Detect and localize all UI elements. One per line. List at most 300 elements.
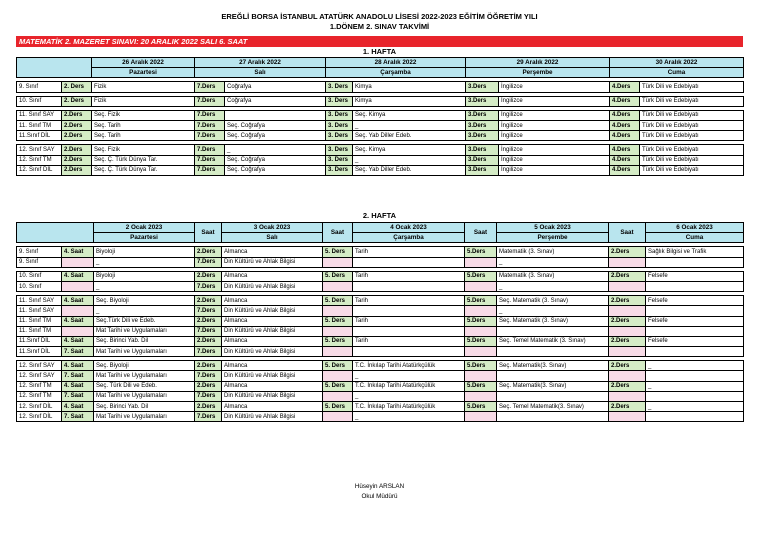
subject-cell: Seç. Temel Matematik (3. Sınav) [497,336,609,346]
subject-cell: Seç. Matematik (3. Sınav) [497,296,609,306]
table-row [17,381,744,391]
class-cell: 12. Sınıf TM [17,155,62,165]
date-header-row [17,58,744,68]
period-cell: 4.Ders [610,165,640,175]
period-cell: 5.Ders [465,336,497,346]
subject-cell: Tarih [353,247,465,257]
period-cell: 4.Ders [610,110,640,120]
class-cell: 12. Sınıf TM [17,381,62,391]
table-row [17,120,744,130]
subject-cell: _ [353,412,465,422]
subject-cell: Tarih [353,271,465,281]
subject-cell: Seç. Yab Diller Edeb. [353,165,466,175]
period-cell [609,306,646,316]
period-cell: 7.Ders [195,110,225,120]
table-row [17,296,744,306]
subject-cell [353,326,465,336]
subject-cell: _ [353,120,466,130]
period-cell: 3.Ders [466,110,499,120]
date-header: 29 Aralık 2022 [466,58,610,68]
table-row [17,391,744,401]
table-row [17,361,744,371]
period-cell: 2.Ders [195,247,222,257]
period-cell: 3. Ders [326,120,353,130]
period-cell: 5. Ders [323,247,353,257]
period-cell: 4.Ders [610,120,640,130]
saat-header: Saat [323,223,353,243]
period-cell: 3. Ders [326,82,353,92]
subject-cell: Seç. Matematik (3. Sınav) [497,316,609,326]
subject-cell: Felsefe [646,336,744,346]
subject-cell: Seç. Biyoloji [94,296,195,306]
subject-cell: Almanca [222,361,323,371]
subject-cell: T.C. İnkılap Tarihi Atatürkçülük [353,381,465,391]
table-row [17,336,744,346]
table-row [17,306,744,316]
subject-cell: Felsefe [646,271,744,281]
period-cell: 5. Ders [323,271,353,281]
subject-cell: Coğrafya [225,96,326,106]
subject-cell: Mat Tarihi ve Uygulamaları [94,412,195,422]
subject-cell: Seç. Yab Diller Edeb. [353,131,466,141]
subject-cell: Seç. Ç. Türk Dünya Tar. [92,155,195,165]
subject-cell [353,257,465,267]
subject-cell: Seç. Türk Dili ve Edeb. [94,381,195,391]
subject-cell: Seç. Tarih [92,131,195,141]
period-cell [62,257,94,267]
period-cell: 7.Ders [195,412,222,422]
period-cell: 5.Ders [465,271,497,281]
date-header: 4 Ocak 2023 [353,223,465,233]
subject-cell: Seç. Coğrafya [225,165,326,175]
subject-cell: Felsefe [646,316,744,326]
class-cell: 12. Sınıf SAY [17,361,62,371]
corner-cell [17,58,92,78]
subject-cell: Seç. Coğrafya [225,155,326,165]
period-cell: 4.Ders [610,155,640,165]
saat-header: Saat [465,223,497,243]
class-cell: 10. Sınıf [17,96,62,106]
subject-cell: Almanca [222,336,323,346]
period-cell: 2.Ders [62,155,92,165]
subject-cell: Seç. Kimya [353,145,466,155]
period-cell: 7.Ders [195,306,222,316]
subject-cell [646,371,744,381]
subject-cell: Almanca [222,402,323,412]
subject-cell: _ [646,381,744,391]
subject-cell: Sağlık Bilgisi ve Trafik [646,247,744,257]
class-cell: 12. Sınıf SAY [17,371,62,381]
period-cell: 2. Ders [62,82,92,92]
period-cell [465,347,497,357]
period-cell: 5. Ders [323,316,353,326]
period-cell [465,412,497,422]
period-cell: 5.Ders [465,296,497,306]
table-row [17,110,744,120]
class-cell: 11.Sınıf DİL [17,131,62,141]
subject-cell: Türk Dili ve Edebiyatı [640,145,744,155]
day-header: Cuma [610,68,744,78]
date-header: 28 Aralık 2022 [326,58,466,68]
period-cell: 4. Saat [62,296,94,306]
subject-cell: Seç. Tarih [92,120,195,130]
period-cell: 7.Ders [195,371,222,381]
week2-title: 2. HAFTA [362,211,397,220]
subject-cell: İngilizce [499,96,610,106]
period-cell: 7. Saat [62,391,94,401]
subject-cell: Din Kültürü ve Ahlak Bilgisi [222,281,323,291]
date-header: 5 Ocak 2023 [497,223,609,233]
table-row [17,326,744,336]
subject-cell: _ [94,257,195,267]
period-cell: 3.Ders [466,155,499,165]
period-cell: 2.Ders [195,296,222,306]
table-row [17,402,744,412]
day-header: Salı [222,233,323,243]
subject-cell: Almanca [222,271,323,281]
period-cell: 4. Saat [62,402,94,412]
period-cell [609,371,646,381]
period-cell [465,257,497,267]
period-cell [323,412,353,422]
subject-cell: Mat Tarihi ve Uygulamaları [94,391,195,401]
class-cell: 11.Sınıf DİL [17,347,62,357]
period-cell: 2.Ders [609,316,646,326]
period-cell: 2.Ders [609,361,646,371]
period-cell: 2.Ders [195,336,222,346]
subject-cell: Türk Dili ve Edebiyatı [640,120,744,130]
day-header: Çarşamba [326,68,466,78]
subject-cell: Mat Tarihi ve Uygulamaları [94,326,195,336]
subject-cell: İngilizce [499,145,610,155]
period-cell [62,326,94,336]
period-cell [323,391,353,401]
period-cell: 3. Ders [326,165,353,175]
day-header-row [17,68,744,78]
subject-cell: Matematik (3. Sınav) [497,247,609,257]
period-cell: 3. Ders [326,145,353,155]
date-header: 26 Aralık 2022 [92,58,195,68]
subject-cell: Almanca [222,381,323,391]
subject-cell: İngilizce [499,155,610,165]
class-cell: 11. Sınıf SAY [17,110,62,120]
table-row [17,271,744,281]
subject-cell: Biyoloji [94,271,195,281]
subject-cell: Fizik [92,82,195,92]
subject-cell [497,347,609,357]
subject-cell: Biyoloji [94,247,195,257]
period-cell [465,306,497,316]
subject-cell: Tarih [353,336,465,346]
day-header: Cuma [646,233,744,243]
period-cell: 5.Ders [465,316,497,326]
period-cell: 7.Ders [195,120,225,130]
period-cell [609,347,646,357]
period-cell: 2.Ders [609,336,646,346]
day-header: Çarşamba [353,233,465,243]
subject-cell: İngilizce [499,110,610,120]
period-cell: 5.Ders [465,247,497,257]
class-cell: 12. Sınıf DİL [17,165,62,175]
period-cell: 2.Ders [609,402,646,412]
period-cell [323,281,353,291]
period-cell: 4.Ders [610,82,640,92]
class-cell: 9. Sınıf [17,257,62,267]
subject-cell [497,371,609,381]
subject-cell: Tarih [353,316,465,326]
subject-cell: Türk Dili ve Edebiyatı [640,165,744,175]
period-cell: 5. Ders [323,336,353,346]
period-cell: 7. Saat [62,371,94,381]
subject-cell: Seç. Kimya [353,110,466,120]
table-row [17,247,744,257]
class-cell: 11. Sınıf TM [17,316,62,326]
table-row [17,96,744,106]
period-cell: 2.Ders [195,402,222,412]
subject-cell: Din Kültürü ve Ahlak Bilgisi [222,412,323,422]
period-cell: 2. Ders [62,96,92,106]
period-cell: 3. Ders [326,155,353,165]
subject-cell: _ [353,371,465,381]
subject-cell: _ [497,281,609,291]
subject-cell: Kimya [353,96,466,106]
period-cell: 2.Ders [195,271,222,281]
class-cell: 12. Sınıf TM [17,391,62,401]
class-cell: 9. Sınıf [17,82,62,92]
week2-table [16,222,744,422]
date-header: 6 Ocak 2023 [646,223,744,233]
period-cell [323,326,353,336]
period-cell: 2.Ders [62,165,92,175]
subject-cell: İngilizce [499,120,610,130]
subject-cell: Almanca [222,316,323,326]
subject-cell [497,412,609,422]
subject-cell [353,281,465,291]
period-cell [465,326,497,336]
subject-cell: Türk Dili ve Edebiyatı [640,155,744,165]
subject-cell: Din Kültürü ve Ahlak Bilgisi [222,326,323,336]
period-cell: 4.Ders [610,131,640,141]
table-row [17,347,744,357]
period-cell: 3. Ders [326,110,353,120]
period-cell: 5. Ders [323,381,353,391]
period-cell: 2.Ders [62,110,92,120]
date-header: 27 Aralık 2022 [195,58,326,68]
table-row [17,145,744,155]
period-cell: 2.Ders [195,316,222,326]
period-cell: 3.Ders [466,131,499,141]
period-cell [609,391,646,401]
school-title: EREĞLİ BORSA İSTANBUL ATATÜRK ANADOLU LİSESİ 2022-2023 EĞİTİM ÖĞRETİM YILI [221,12,538,21]
subject-cell: Matematik (3. Sınav) [497,271,609,281]
subject-cell [225,110,326,120]
saat-header: Saat [609,223,646,243]
principal-title: Okul Müdürü [361,493,398,500]
class-cell: 10. Sınıf [17,271,62,281]
subject-cell: İngilizce [499,82,610,92]
period-cell: 4.Ders [610,145,640,155]
subject-cell: Din Kültürü ve Ahlak Bilgisi [222,347,323,357]
subject-cell: Fizik [92,96,195,106]
week1-title: 1. HAFTA [362,47,397,56]
subject-cell: İngilizce [499,131,610,141]
period-cell: 7.Ders [195,131,225,141]
subject-cell: _ [353,155,466,165]
class-cell: 12. Sınıf SAY [17,145,62,155]
period-cell: 3.Ders [466,145,499,155]
period-cell [465,281,497,291]
period-cell: 7.Ders [195,82,225,92]
period-cell: 7.Ders [195,326,222,336]
makeup-exam-banner: MATEMATİK 2. MAZERET SINAVI: 20 ARALIK 2022 SALI 6. SAAT [16,36,743,47]
period-cell [323,371,353,381]
class-cell: 10. Sınıf [17,281,62,291]
subject-cell: Din Kültürü ve Ahlak Bilgisi [222,257,323,267]
subject-cell [353,347,465,357]
subject-cell: Din Kültürü ve Ahlak Bilgisi [222,391,323,401]
table-row [17,257,744,267]
period-cell [323,306,353,316]
period-cell: 2.Ders [195,381,222,391]
schedule-subtitle: 1.DÖNEM 2. SINAV TAKVİMİ [329,22,430,31]
class-cell: 9. Sınıf [17,247,62,257]
period-cell: 5.Ders [465,381,497,391]
table-row [17,165,744,175]
class-cell: 12. Sınıf DİL [17,402,62,412]
period-cell: 3.Ders [466,120,499,130]
period-cell: 7.Ders [195,96,225,106]
subject-cell: Seç. Coğrafya [225,131,326,141]
subject-cell [646,281,744,291]
class-cell: 11. Sınıf TM [17,326,62,336]
subject-cell: Felsefe [646,296,744,306]
period-cell: 5. Ders [323,296,353,306]
period-cell: 2.Ders [62,145,92,155]
subject-cell: Seç. Biyoloji [94,361,195,371]
period-cell [62,306,94,316]
period-cell: 4. Saat [62,381,94,391]
table-row [17,412,744,422]
subject-cell: Seç. Matematik(3. Sınav) [497,361,609,371]
period-cell: 3.Ders [466,165,499,175]
date-header-row [17,223,744,233]
table-row [17,131,744,141]
subject-cell [646,391,744,401]
day-header: Perşembe [497,233,609,243]
period-cell: 4. Saat [62,316,94,326]
subject-cell: Seç. Coğrafya [225,120,326,130]
period-cell: 3.Ders [466,96,499,106]
period-cell: 7.Ders [195,257,222,267]
date-header: 2 Ocak 2023 [94,223,195,233]
subject-cell: Türk Dili ve Edebiyatı [640,110,744,120]
table-row [17,316,744,326]
subject-cell: Türk Dili ve Edebiyatı [640,82,744,92]
period-cell: 7. Saat [62,412,94,422]
class-cell: 11. Sınıf SAY [17,296,62,306]
period-cell [465,371,497,381]
class-cell: 11.Sınıf DİL [17,336,62,346]
principal-name: Hüseyin ARSLAN [354,483,405,490]
period-cell: 2.Ders [609,296,646,306]
period-cell [465,391,497,401]
subject-cell [646,306,744,316]
period-cell: 5. Ders [323,361,353,371]
subject-cell: Din Kültürü ve Ahlak Bilgisi [222,306,323,316]
class-cell: 11. Sınıf SAY [17,306,62,316]
period-cell: 2.Ders [62,131,92,141]
subject-cell [497,391,609,401]
period-cell: 2.Ders [609,381,646,391]
period-cell: 3. Ders [326,131,353,141]
subject-cell: Seç. Fizik [92,110,195,120]
subject-cell: Din Kültürü ve Ahlak Bilgisi [222,371,323,381]
subject-cell: Seç.Türk Dili ve Edeb. [94,316,195,326]
period-cell [609,281,646,291]
subject-cell: Kimya [353,82,466,92]
subject-cell: Coğrafya [225,82,326,92]
subject-cell: _ [646,361,744,371]
date-header: 3 Ocak 2023 [222,223,323,233]
subject-cell: Seç. Birinci Yab. Dil [94,402,195,412]
subject-cell: Türk Dili ve Edebiyatı [640,131,744,141]
saat-header: Saat [195,223,222,243]
day-header: Salı [195,68,326,78]
class-cell: 12. Sınıf DİL [17,412,62,422]
period-cell: 4. Saat [62,336,94,346]
period-cell: 2.Ders [609,247,646,257]
date-header: 30 Aralık 2022 [610,58,744,68]
subject-cell: _ [94,306,195,316]
period-cell: 4.Ders [610,96,640,106]
period-cell: 7.Ders [195,165,225,175]
period-cell: 7.Ders [195,155,225,165]
period-cell: 7.Ders [195,145,225,155]
period-cell: 2.Ders [62,120,92,130]
table-row [17,371,744,381]
week1-table [16,57,744,176]
period-cell: 4. Saat [62,247,94,257]
subject-cell: Mat Tarihi ve Uygulamaları [94,347,195,357]
subject-cell: Seç. Fizik [92,145,195,155]
period-cell: 5.Ders [465,361,497,371]
subject-cell [646,326,744,336]
day-header: Perşembe [466,68,610,78]
subject-cell: _ [646,402,744,412]
period-cell: 7. Saat [62,347,94,357]
subject-cell [646,412,744,422]
table-row [17,281,744,291]
period-cell: 2.Ders [609,271,646,281]
corner-cell [17,223,94,243]
subject-cell: Almanca [222,296,323,306]
period-cell: 5. Ders [323,402,353,412]
period-cell [323,257,353,267]
subject-cell: Seç. Matematik(3. Sınav) [497,381,609,391]
subject-cell [646,257,744,267]
period-cell [609,326,646,336]
period-cell: 7.Ders [195,347,222,357]
period-cell: 4. Saat [62,361,94,371]
period-cell [609,412,646,422]
subject-cell: Seç. Birinci Yab. Dil [94,336,195,346]
period-cell: 7.Ders [195,281,222,291]
class-cell: 11. Sınıf TM [17,120,62,130]
subject-cell: _ [497,306,609,316]
subject-cell: _ [497,257,609,267]
subject-cell [646,347,744,357]
period-cell: 7.Ders [195,391,222,401]
